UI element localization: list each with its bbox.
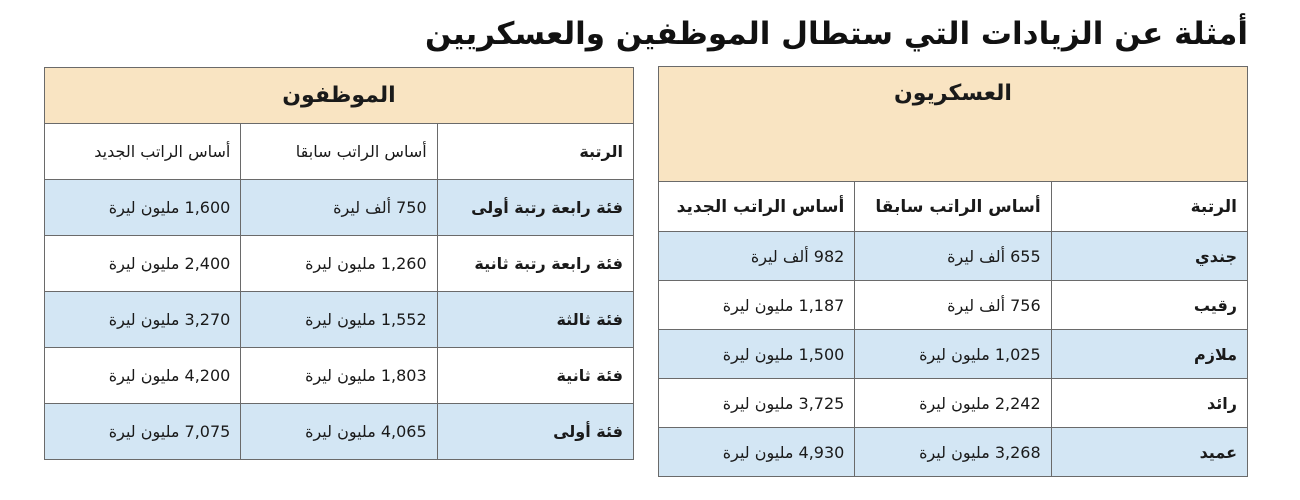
military-heading-row	[659, 67, 1248, 182]
rank-cell: فئة ثالثة	[437, 292, 633, 348]
old-salary-cell: 756 ألف ليرة	[855, 281, 1051, 330]
table-row	[45, 292, 634, 348]
table-row	[45, 404, 634, 460]
table-row	[45, 236, 634, 292]
employees-heading: الموظفون	[45, 68, 634, 124]
table-row	[659, 330, 1248, 379]
rank-cell: فئة أولى	[437, 404, 633, 460]
rank-cell: فئة رابعة رتبة ثانية	[437, 236, 633, 292]
column-header-new-salary: أساس الراتب الجديد	[659, 182, 855, 232]
employees-salary-table	[44, 67, 634, 460]
rank-cell: فئة ثانية	[437, 348, 633, 404]
new-salary-cell: 982 ألف ليرة	[659, 232, 855, 281]
old-salary-cell: 1,025 مليون ليرة	[855, 330, 1051, 379]
column-header-old-salary: أساس الراتب سابقا	[855, 182, 1051, 232]
old-salary-cell: 2,242 مليون ليرة	[855, 379, 1051, 428]
rank-cell: جندي	[1051, 232, 1247, 281]
old-salary-cell: 4,065 مليون ليرة	[241, 404, 437, 460]
rank-cell: فئة رابعة رتبة أولى	[437, 180, 633, 236]
old-salary-cell: 1,803 مليون ليرة	[241, 348, 437, 404]
old-salary-cell: 1,552 مليون ليرة	[241, 292, 437, 348]
rank-cell: عميد	[1051, 428, 1247, 477]
military-column-headers	[659, 182, 1248, 232]
rank-cell: رائد	[1051, 379, 1247, 428]
military-heading: العسكريون	[659, 67, 1248, 182]
new-salary-cell: 2,400 مليون ليرة	[45, 236, 241, 292]
new-salary-cell: 4,200 مليون ليرة	[45, 348, 241, 404]
military-salary-table	[658, 66, 1248, 477]
employees-heading-row	[45, 68, 634, 124]
column-header-old-salary: أساس الراتب سابقا	[241, 124, 437, 180]
new-salary-cell: 3,270 مليون ليرة	[45, 292, 241, 348]
new-salary-cell: 1,187 مليون ليرة	[659, 281, 855, 330]
employees-column-headers	[45, 124, 634, 180]
table-row	[45, 180, 634, 236]
column-header-rank: الرتبة	[1051, 182, 1247, 232]
new-salary-cell: 1,600 مليون ليرة	[45, 180, 241, 236]
new-salary-cell: 4,930 مليون ليرة	[659, 428, 855, 477]
new-salary-cell: 1,500 مليون ليرة	[659, 330, 855, 379]
rank-cell: رقيب	[1051, 281, 1247, 330]
old-salary-cell: 1,260 مليون ليرة	[241, 236, 437, 292]
column-header-new-salary: أساس الراتب الجديد	[45, 124, 241, 180]
table-row	[659, 232, 1248, 281]
rank-cell: ملازم	[1051, 330, 1247, 379]
old-salary-cell: 750 ألف ليرة	[241, 180, 437, 236]
table-row	[659, 281, 1248, 330]
page-title: أمثلة عن الزيادات التي ستطال الموظفين والعسكريين	[424, 16, 1248, 52]
table-row	[659, 428, 1248, 477]
table-row	[45, 348, 634, 404]
old-salary-cell: 655 ألف ليرة	[855, 232, 1051, 281]
column-header-rank: الرتبة	[437, 124, 633, 180]
table-row	[659, 379, 1248, 428]
new-salary-cell: 3,725 مليون ليرة	[659, 379, 855, 428]
old-salary-cell: 3,268 مليون ليرة	[855, 428, 1051, 477]
new-salary-cell: 7,075 مليون ليرة	[45, 404, 241, 460]
